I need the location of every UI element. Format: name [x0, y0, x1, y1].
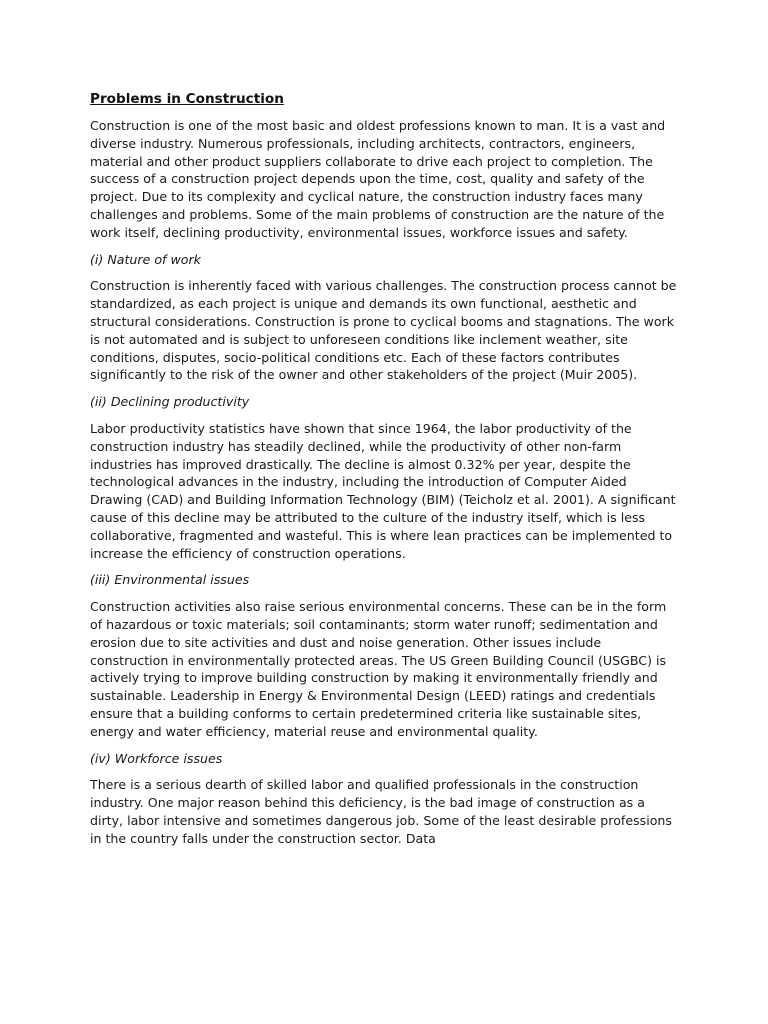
- intro-paragraph: Construction is one of the most basic and oldest professions known to man. It is a vast and diverse industry. Numerous professionals, including architects, contractors, engineers, material and other product suppliers collaborate to drive each project to completion. The success of a construction project depends upon the time, cost, quality and safety of the project. Due to its complexity and cyclical nature, the construction industry faces many challenges and problems. Some of the main problems of construction are the nature of the work itself, declining productivity, environmental issues, workforce issues and safety.: [90, 118, 666, 240]
- section-heading-workforce-issues: (iv) Workforce issues: [90, 750, 223, 766]
- section-body-workforce-issues: There is a serious dearth of skilled labor and qualified professionals in the construction industry. One major reason behind this deficiency, is the bad image of construction as a dirty, labor intensive and sometimes dangerous job. Some of the least desirable professions in the country falls under the construction sector. Data: [90, 777, 672, 846]
- document-body: [90, 90, 678, 856]
- section-body-environmental-issues: Construction activities also raise serious environmental concerns. These can be in the form of hazardous or toxic materials; soil contaminants; storm water runoff; sedimentation and erosion due to site activities and dust and noise generation. Other issues include construction in environmentally protected areas. The US Green Building Council (USGBC) is actively trying to improve building construction by making it environmentally friendly and sustainable. Leadership in Energy & Environmental Design (LEED) ratings and credentials ensure that a building conforms to certain predetermined criteria like sustainable sites, energy and water efficiency, material reuse and environmental quality.: [90, 599, 667, 739]
- section-heading-nature-of-work: (i) Nature of work: [90, 251, 201, 267]
- section-heading-declining-productivity: (ii) Declining productivity: [90, 394, 250, 410]
- document-title: Problems in Construction: [90, 91, 284, 107]
- section-body-declining-productivity: Labor productivity statistics have shown that since 1964, the labor productivity of the construction industry has steadily declined, while the productivity of other non-farm industries has improved drastically. The decline is almost 0.32% per year, despite the technological advances in the industry, including the introduction of Computer Aided Drawing (CAD) and Building Information Technology (BIM) (Teicholz et al. 2001). A significant cause of this decline may be attributed to the culture of the industry itself, which is less collaborative, fragmented and wasteful. This is where lean practices can be implemented to increase the efficiency of construction operations.: [90, 420, 676, 561]
- section-heading-environmental-issues: (iii) Environmental issues: [90, 572, 250, 588]
- section-body-nature-of-work: Construction is inherently faced with various challenges. The construction process cannot be standardized, as each project is unique and demands its own functional, aesthetic and structural considerations. Construction is prone to cyclical booms and stagnations. The work is not automated and is subject to unforeseen conditions like inclement weather, site conditions, disputes, socio-political conditions etc. Each of these factors contributes significantly to the risk of the owner and other stakeholders of the project (Muir 2005).: [90, 278, 677, 383]
